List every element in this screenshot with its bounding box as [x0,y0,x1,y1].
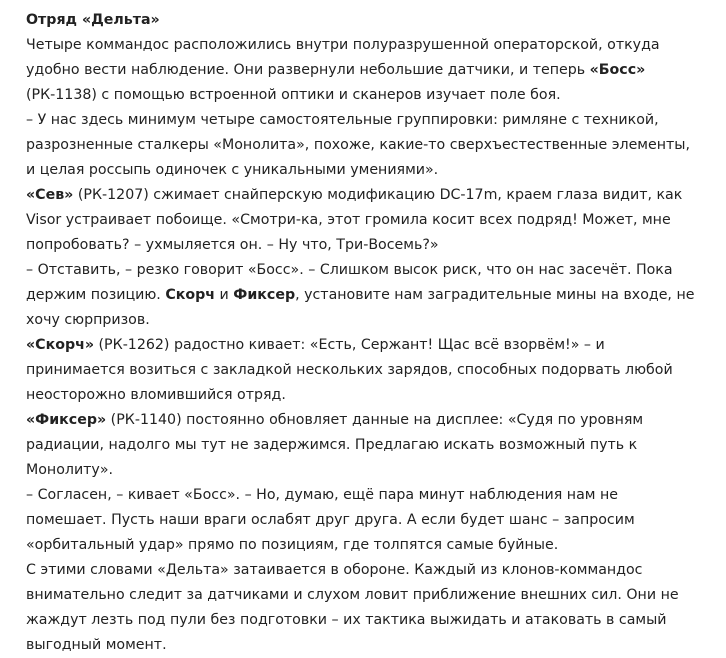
text-run: – У нас здесь минимум четыре самостоятельные группировки: римляне с техникой, разрозненные сталкеры «Монолита», похоже, какие-то сверхъестественные элементы, и целая россыпь одиночек с уникальными умениями». [26,112,690,178]
bold-name: Фиксер [233,287,296,303]
bold-name: «Сев» [26,187,74,203]
document-title: Отряд «Дельта» [26,12,160,28]
paragraph [26,408,702,483]
text-run: С этими словами «Дельта» затаивается в обороне. Каждый из клонов-коммандос внимательно следит за датчиками и слухом ловит приближение внешних сил. Они не жаждут лезть под пули без подготовки – их тактика выжидать и атаковать в самый выгодный момент. [26,562,679,653]
text-run: (РК-1140) постоянно обновляет данные на дисплее: «Судя по уровням радиации, надолго мы тут не задержимся. Предлагаю искать возможный путь к Монолиту». [26,412,644,478]
text-run: – Отставить, – резко говорит «Босс». – Слишком высок риск, что он нас засечёт. Пока держим позицию. [26,262,673,303]
paragraph [26,333,702,408]
bold-name: «Фиксер» [26,412,107,428]
paragraph [26,558,702,658]
paragraph [26,108,702,183]
paragraph [26,258,702,333]
text-run: (РК-1207) сжимает снайперскую модификацию DC-17m, краем глаза видит, как Visor устраивает побоище. «Смотри-ка, этот громила косит всех подряд! Может, мне попробовать? – ухмыляется он. – Ну что, Три-Восемь?» [26,187,683,253]
paragraph [26,33,702,108]
paragraph [26,183,702,258]
text-run: Четыре коммандос расположились внутри полуразрушенной операторской, откуда удобно вести наблюдение. Они развернули небольшие датчики, и теперь [26,37,660,78]
text-run: (РК-1262) радостно кивает: «Есть, Сержант! Щас всё взорвём!» – и принимается возиться с закладкой нескольких зарядов, способных подорвать любой неосторожно вломившийся отряд. [26,337,673,403]
paragraph [26,483,702,558]
bold-name: Скорч [165,287,216,303]
text-run: и [215,287,234,303]
bold-name: «Босс» [589,62,646,78]
text-run: – Согласен, – кивает «Босс». – Но, думаю, ещё пара минут наблюдения нам не помешает. Пусть наши враги ослабят друг друга. А если будет шанс – запросим «орбитальный удар» прямо по позициям, где толпятся самые буйные. [26,487,635,553]
bold-name: «Скорч» [26,337,95,353]
text-run: , установите нам заградительные мины на входе, не хочу сюрпризов. [26,287,695,328]
text-run: (РК-1138) с помощью встроенной оптики и сканеров изучает поле боя. [26,87,561,103]
document-body [26,33,702,658]
